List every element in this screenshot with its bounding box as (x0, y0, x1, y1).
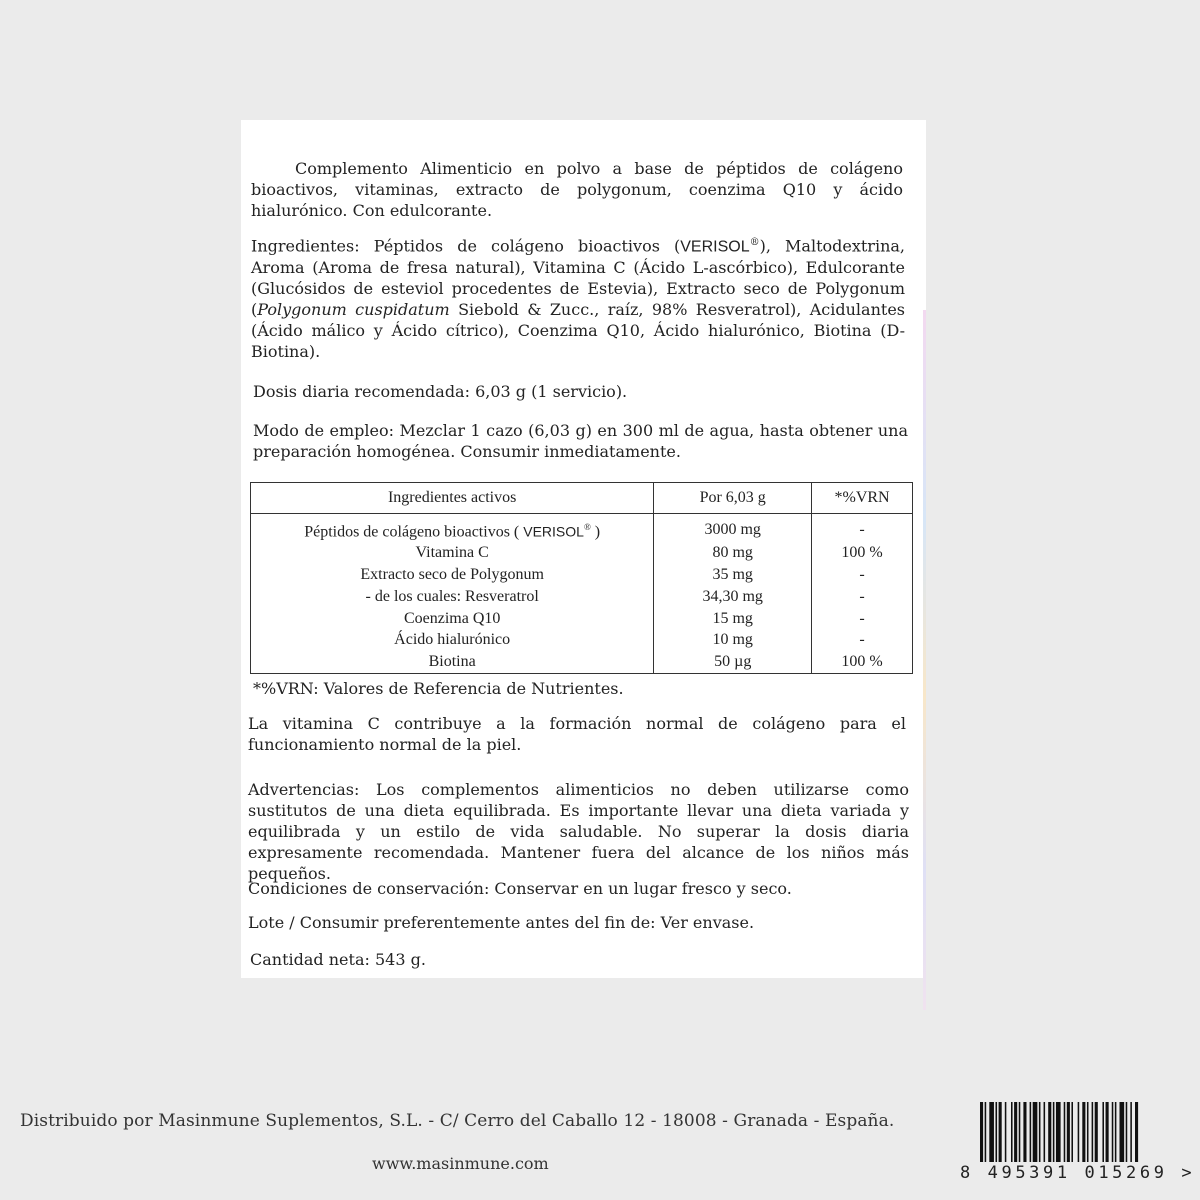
ingredient-name-close: ) (590, 523, 601, 541)
barcode-bar (989, 1102, 994, 1162)
ingredient-name: Coenzima Q10 (251, 608, 654, 630)
table-row (251, 586, 913, 608)
barcode-bar (1053, 1102, 1055, 1162)
ingredient-name: - de los cuales: Resveratrol (251, 586, 654, 608)
product-description: Complemento Alimenticio en polvo a base de péptidos de colágeno bioactivos, vitaminas, extracto de polygonum, coenzima Q10 y ácido hialurónico. Con edulcorante. (251, 159, 903, 220)
ingredient-vrn: - (812, 608, 913, 630)
header-vrn: *%VRN (812, 483, 913, 514)
barcode-bar (1112, 1102, 1114, 1162)
lot-expiry: Lote / Consumir preferentemente antes del fin de: Ver envase. (248, 913, 755, 932)
barcode-bar (1126, 1102, 1128, 1162)
barcode-bar (1130, 1102, 1132, 1162)
ingredients-text-3: Siebold & Zucc., raíz, 98% Resveratrol), Acidulantes (Ácido málico y Ácido cítrico), Coenzima Q10, Ácido hialurónico, Biotina (D-Biotina). (251, 300, 905, 362)
barcode-bar (1106, 1102, 1109, 1162)
ingredients-text-2: ), Maltodextrina, Aroma (Aroma de fresa natural), Vitamina C (Ácido L-ascórbico), Edulcorante (Glucósidos de esteviol procedentes de Estevia), Extracto seco de Polygonum ( (251, 236, 905, 320)
barcode-bar (1120, 1102, 1125, 1162)
registered-mark: ® (583, 522, 591, 532)
ingredient-name (251, 514, 654, 543)
ingredient-vrn: 100 % (812, 542, 913, 564)
daily-dose: Dosis diaria recomendada: 6,03 g (1 servicio). (253, 382, 628, 401)
ingredient-amount: 3000 mg (654, 514, 812, 543)
barcode-bar (1071, 1102, 1073, 1162)
product-label (241, 120, 926, 978)
barcode-bar (1135, 1102, 1138, 1162)
barcode-bar (1039, 1102, 1041, 1162)
ingredient-amount: 35 mg (654, 564, 812, 586)
storage-conditions: Condiciones de conservación: Conservar en un lugar fresco y seco. (248, 879, 792, 898)
barcode-bar (985, 1102, 987, 1162)
table-row (251, 564, 913, 586)
table-row (251, 608, 913, 630)
vrn-footnote: *%VRN: Valores de Referencia de Nutrientes. (253, 679, 624, 698)
ingredient-name: Extracto seco de Polygonum (251, 564, 654, 586)
ingredients-latin-name: Polygonum cuspidatum (257, 300, 450, 320)
verisol-brand: VERISOL (680, 238, 750, 256)
table-row (251, 651, 913, 673)
barcode-bar (1102, 1102, 1104, 1162)
distributor-info: Distribuido por Masinmune Suplementos, S.L. - C/ Cerro del Caballo 12 - 18008 - Granada - España. (20, 1111, 895, 1131)
barcode-bar (1056, 1102, 1061, 1162)
barcode-bar (1014, 1102, 1017, 1162)
table-header-row (251, 483, 913, 514)
net-quantity: Cantidad neta: 543 g. (250, 950, 426, 969)
barcode-bar (1082, 1102, 1085, 1162)
barcode-bar (1033, 1102, 1038, 1162)
ingredients-text-1: Ingredientes: Péptidos de colágeno bioactivos ( (251, 236, 681, 256)
barcode-bar (1023, 1102, 1026, 1162)
barcode-bar (1044, 1102, 1046, 1162)
ingredient-vrn: - (812, 630, 913, 652)
barcode-bar (1092, 1102, 1094, 1162)
barcode-bar (1087, 1102, 1089, 1162)
barcode-bar (1048, 1102, 1051, 1162)
ingredient-amount: 34,30 mg (654, 586, 812, 608)
website-url[interactable]: www.masinmune.com (372, 1154, 549, 1173)
barcode-bar (996, 1102, 998, 1162)
ingredient-vrn: 100 % (812, 651, 913, 673)
header-amount: Por 6,03 g (654, 483, 812, 514)
ingredient-name: Ácido hialurónico (251, 630, 654, 652)
ingredient-amount: 15 mg (654, 608, 812, 630)
label-edge-strip (923, 310, 926, 1010)
ingredient-vrn: - (812, 564, 913, 586)
ingredient-name: Biotina (251, 651, 654, 673)
barcode-bar (1011, 1102, 1013, 1162)
barcode-bar (980, 1102, 983, 1162)
ingredient-name-text: Péptidos de colágeno bioactivos ( (304, 523, 524, 541)
barcode-number: 8 495391 015269 > (960, 1163, 1196, 1183)
ingredient-name: Vitamina C (251, 542, 654, 564)
barcode-bar (1019, 1102, 1021, 1162)
registered-mark: ® (749, 237, 760, 248)
vitamin-c-claim: La vitamina C contribuye a la formación normal de colágeno para el funcionamiento normal de la piel. (248, 714, 906, 754)
barcode-bar (1078, 1102, 1080, 1162)
table-row (251, 542, 913, 564)
ingredient-vrn: - (812, 586, 913, 608)
ingredients-list (251, 232, 905, 362)
warnings: Advertencias: Los complementos alimenticios no deben utilizarse como sustitutos de una dieta equilibrada. Es importante llevar una dieta variada y equilibrada y un estilo de vida saludable. No superar la dosis diaria expresamente recomendada. Mantener fuera del alcance de los niños más pequeños. (248, 780, 909, 883)
table-row (251, 514, 913, 543)
active-ingredients-table (250, 482, 913, 674)
barcode-bar (1030, 1102, 1032, 1162)
barcode-bar (1067, 1102, 1070, 1162)
barcode-bar (1064, 1102, 1066, 1162)
usage-instructions: Modo de empleo: Mezclar 1 cazo (6,03 g) en 300 ml de agua, hasta obtener una preparación homogénea. Consumir inmediatamente. (253, 421, 908, 461)
barcode-bar (999, 1102, 1002, 1162)
ingredient-amount: 10 mg (654, 630, 812, 652)
barcode-bar (1005, 1102, 1007, 1162)
header-ingredient: Ingredientes activos (251, 483, 654, 514)
table-row (251, 630, 913, 652)
barcode-bar (1115, 1102, 1117, 1162)
ingredient-amount: 50 µg (654, 651, 812, 673)
verisol-brand: VERISOL (523, 523, 584, 540)
ingredient-amount: 80 mg (654, 542, 812, 564)
barcode-bar (1095, 1102, 1098, 1162)
ingredient-vrn: - (812, 514, 913, 543)
